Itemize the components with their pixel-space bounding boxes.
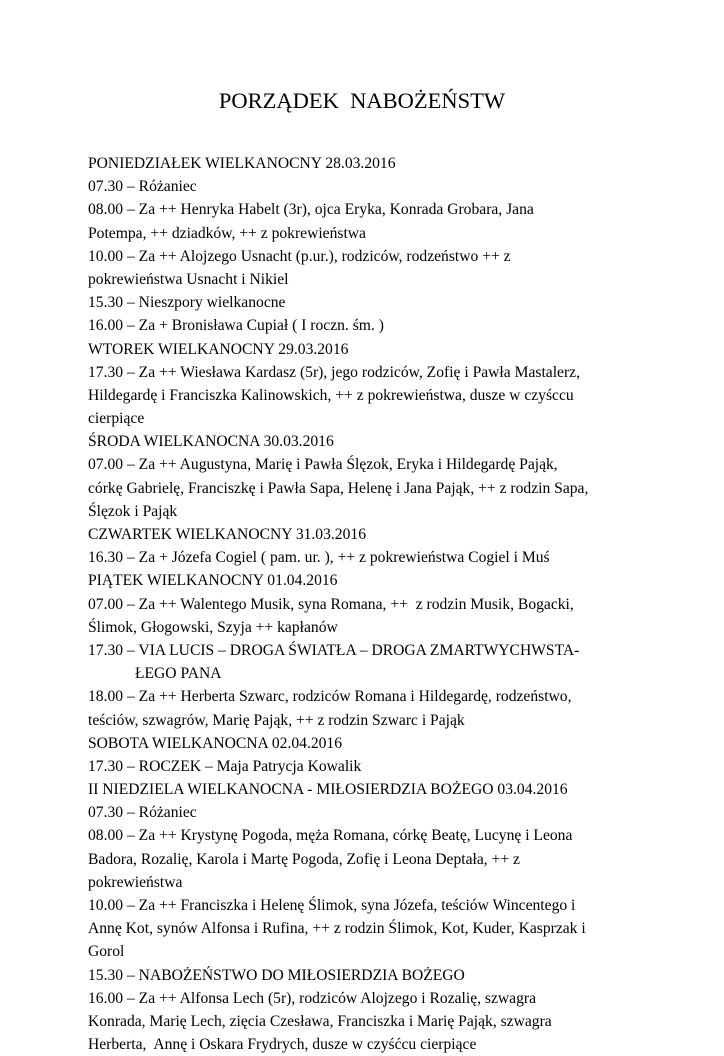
schedule-line: 10.00 – Za ++ Alojzego Usnacht (p.ur.), rodziców, rodzeństwo ++ z bbox=[88, 247, 511, 265]
schedule-line: PIĄTEK WIELKANOCNY 01.04.2016 bbox=[88, 572, 338, 590]
schedule-line: II NIEDZIELA WIELKANOCNA - MIŁOSIERDZIA BOŻEGO 03.04.2016 bbox=[88, 781, 568, 799]
schedule-line: 18.00 – Za ++ Herberta Szwarc, rodziców Romana i Hildegardę, rodzeństwo, bbox=[88, 688, 572, 706]
schedule-line: teściów, szwagrów, Marię Pająk, ++ z rodzin Szwarc i Pająk bbox=[88, 711, 465, 729]
schedule-line: Potempa, ++ dziadków, ++ z pokrewieństwa bbox=[88, 224, 366, 242]
schedule-line: CZWARTEK WIELKANOCNY 31.03.2016 bbox=[88, 526, 366, 543]
schedule-line: cierpiące bbox=[88, 410, 145, 428]
schedule-line: Konrada, Marię Lech, zięcia Czesława, Franciszka i Marię Pająk, szwagra bbox=[88, 1012, 552, 1030]
schedule-line: 16.30 – Za + Józefa Cogiel ( pam. ur. ), ++ z pokrewieństwa Cogiel i Muś bbox=[88, 549, 550, 567]
schedule-line: Ślimok, Głogowski, Szyja ++ kapłanów bbox=[88, 618, 338, 636]
schedule-line: 17.30 – VIA LUCIS – DROGA ŚWIATŁA – DROGA ZMARTWYCHWSTA- bbox=[88, 641, 580, 659]
schedule-line: Ślęzok i Pająk bbox=[88, 502, 178, 520]
schedule-line: pokrewieństwa bbox=[88, 873, 183, 891]
schedule-line: 17.30 – ROCZEK – Maja Patrycja Kowalik bbox=[88, 757, 362, 775]
schedule-line: Hildegardę i Franciszka Kalinowskich, ++ z pokrewieństwa, dusze w czyśccu bbox=[88, 386, 574, 404]
schedule-line: 08.00 – Za ++ Krystynę Pogoda, męża Romana, córkę Beatę, Lucynę i Leona bbox=[88, 827, 573, 845]
schedule-line: Annę Kot, synów Alfonsa i Rufina, ++ z rodzin Ślimok, Kot, Kuder, Kasprzak i bbox=[88, 920, 586, 938]
schedule-line: 15.30 – NABOŻEŃSTWO DO MIŁOSIERDZIA BOŻEGO bbox=[88, 966, 465, 984]
document-title: PORZĄDEK NABOŻEŃSTW bbox=[218, 88, 506, 113]
schedule-line: Badora, Rozalię, Karola i Martę Pogoda, Zofię i Leona Deptała, ++ z bbox=[88, 850, 520, 868]
schedule-line: 07.30 – Różaniec bbox=[88, 178, 197, 196]
schedule-line: 16.00 – Za ++ Alfonsa Lech (5r), rodziców Alojzego i Rozalię, szwagra bbox=[88, 989, 537, 1007]
schedule-line: Gorol bbox=[88, 943, 125, 961]
schedule-line: córkę Gabrielę, Franciszkę i Pawła Sapa, Helenę i Jana Pająk, ++ z rodzin Sapa, bbox=[88, 479, 589, 497]
schedule-line: 16.00 – Za + Bronisława Cupiał ( I roczn. śm. ) bbox=[88, 317, 384, 335]
schedule-line: Herberta, Annę i Oskara Frydrych, dusze w czyśćcu cierpiące bbox=[88, 1036, 477, 1054]
schedule-line: 10.00 – Za ++ Franciszka i Helenę Ślimok, syna Józefa, teściów Wincentego i bbox=[88, 897, 576, 914]
schedule-line: 17.30 – Za ++ Wiesława Kardasz (5r), jego rodziców, Zofię i Pawła Mastalerz, bbox=[88, 363, 580, 381]
schedule-line: 07.30 – Różaniec bbox=[88, 804, 197, 822]
schedule-line: 07.00 – Za ++ Augustyna, Marię i Pawła Ślęzok, Eryka i Hildegardę Pająk, bbox=[88, 456, 558, 474]
schedule-line: SOBOTA WIELKANOCNA 02.04.2016 bbox=[88, 734, 343, 752]
schedule-line: PONIEDZIAŁEK WIELKANOCNY 28.03.2016 bbox=[88, 155, 396, 172]
schedule-line: WTOREK WIELKANOCNY 29.03.2016 bbox=[88, 340, 349, 358]
schedule-line: 07.00 – Za ++ Walentego Musik, syna Romana, ++ z rodzin Musik, Bogacki, bbox=[88, 595, 574, 613]
schedule-content bbox=[88, 152, 698, 1056]
schedule-line: ŁEGO PANA bbox=[135, 665, 222, 683]
schedule-line: ŚRODA WIELKANOCNA 30.03.2016 bbox=[88, 433, 334, 451]
schedule-line: 08.00 – Za ++ Henryka Habelt (3r), ojca Eryka, Konrada Grobara, Jana bbox=[88, 201, 534, 219]
schedule-line: pokrewieństwa Usnacht i Nikiel bbox=[88, 270, 289, 288]
schedule-line: 15.30 – Nieszpory wielkanocne bbox=[88, 294, 286, 312]
